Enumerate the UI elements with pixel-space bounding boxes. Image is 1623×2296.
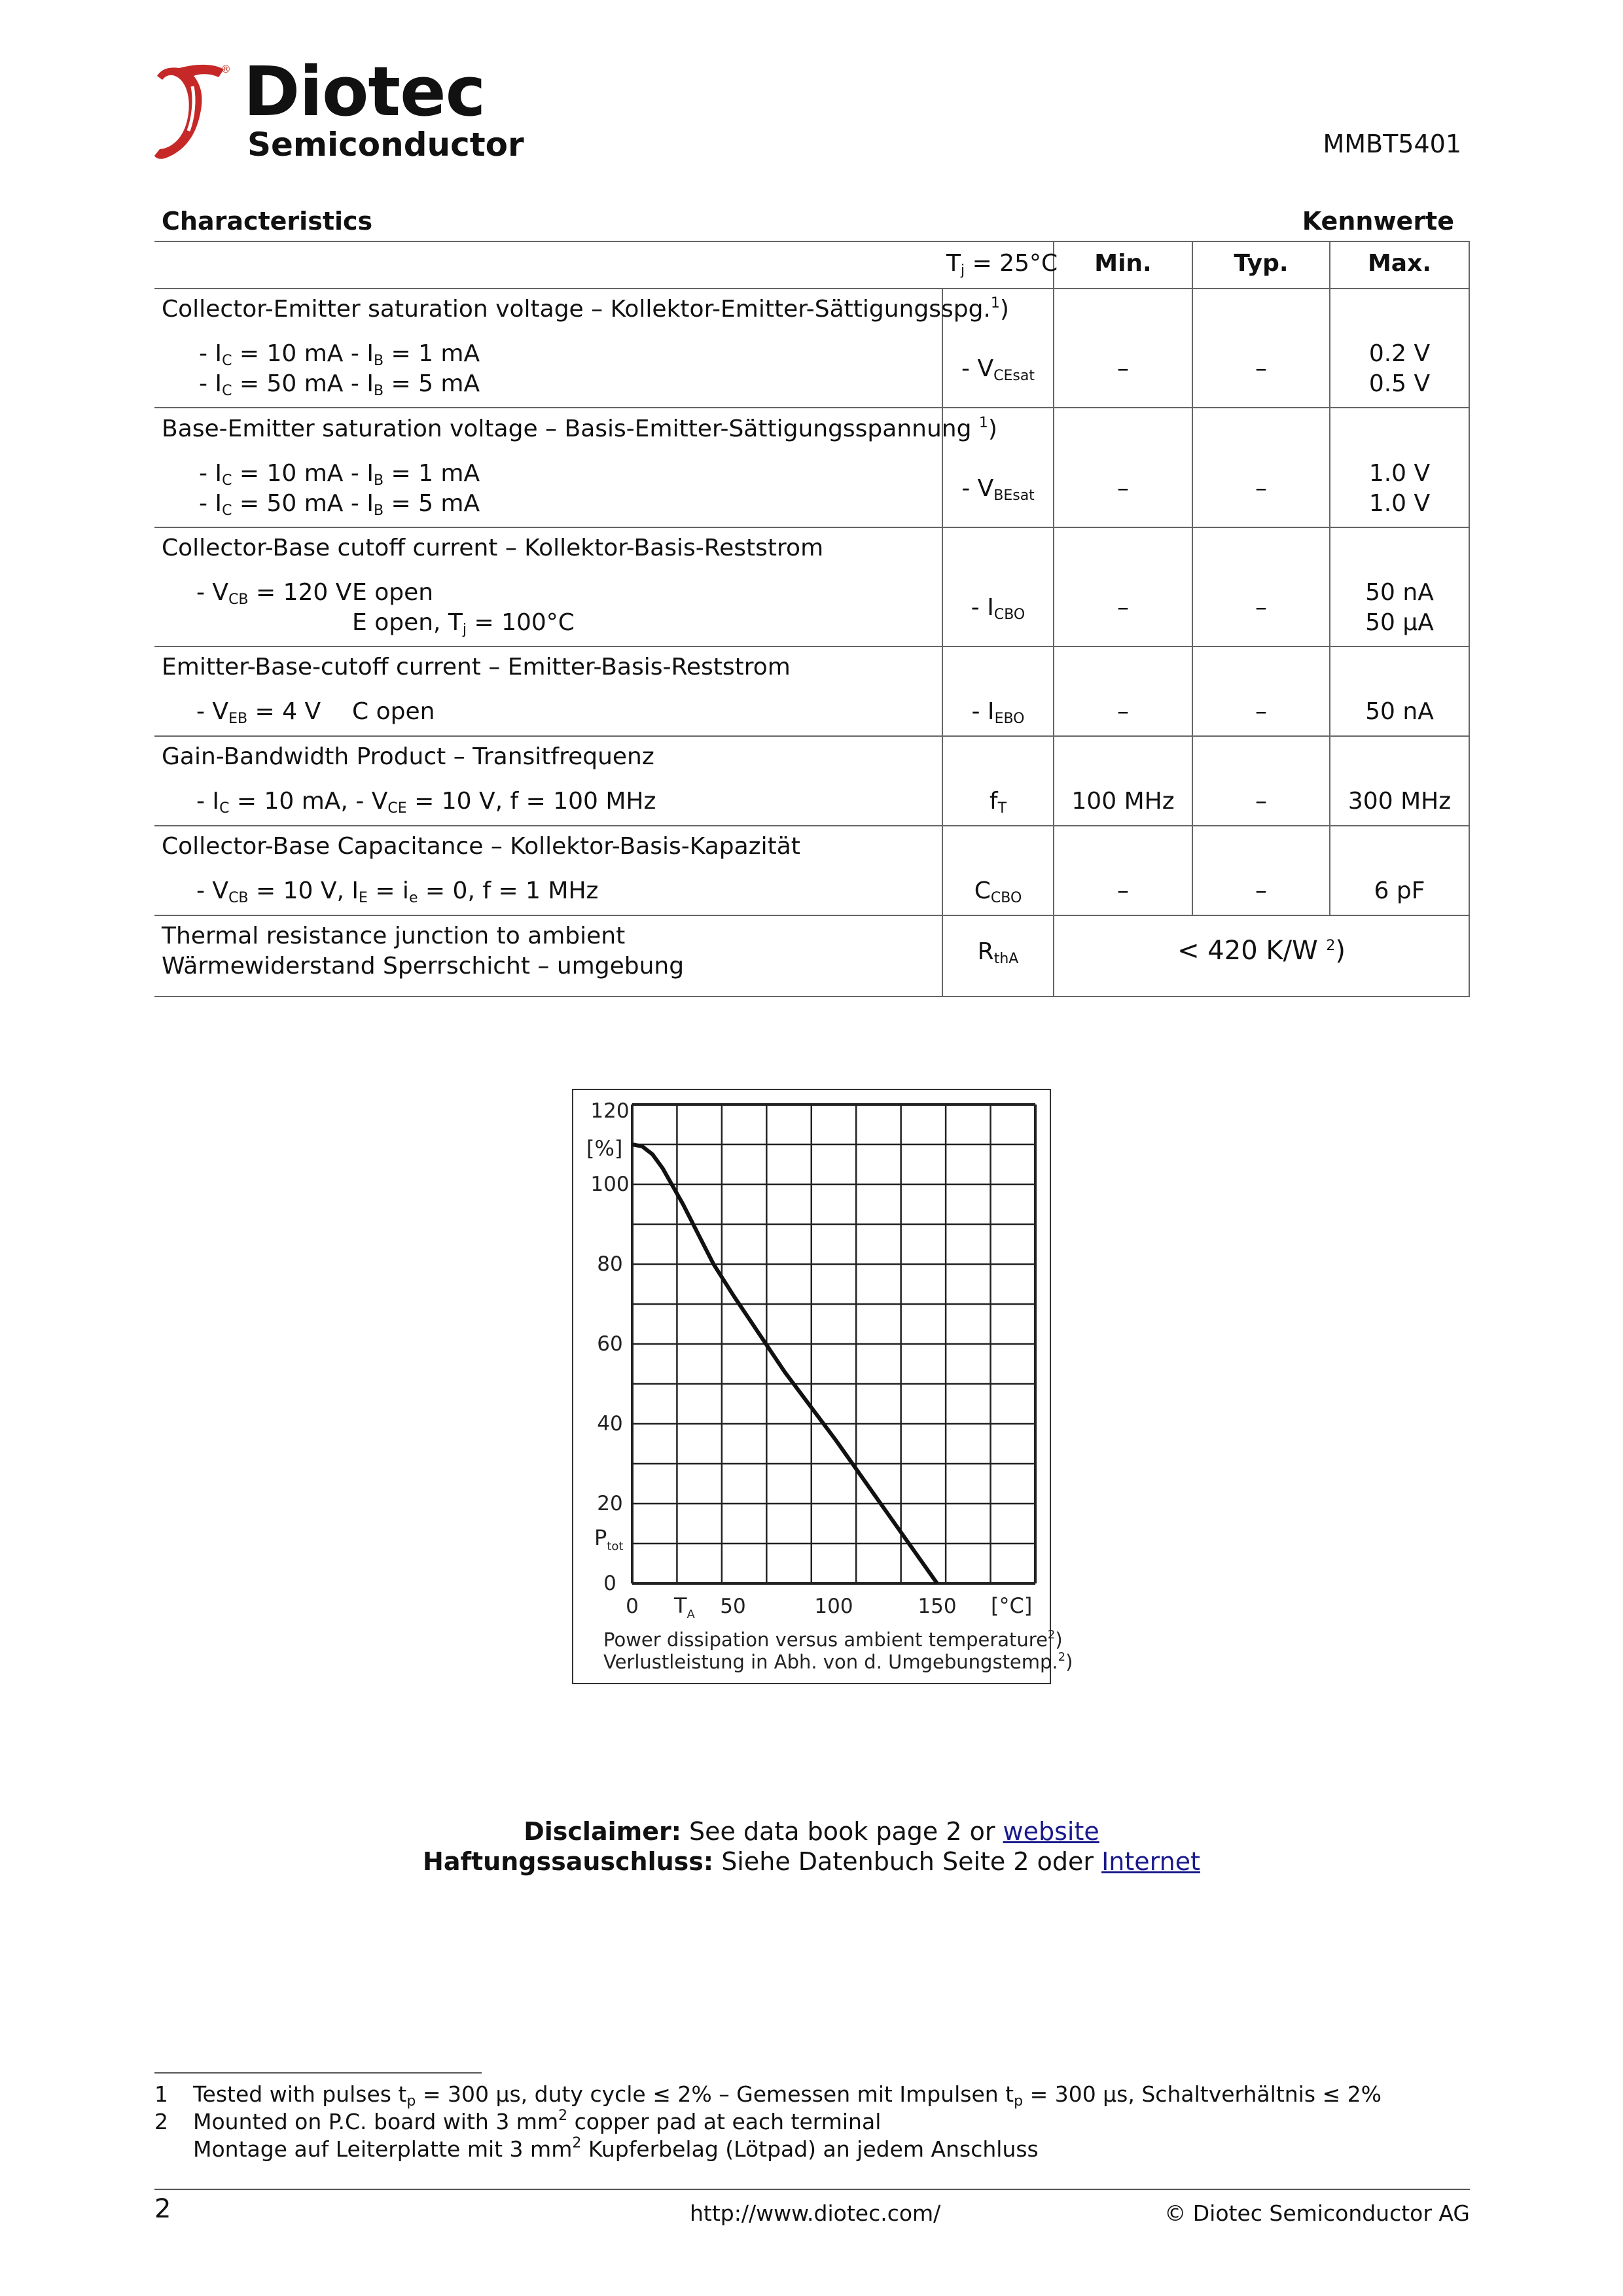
derating-chart: [572, 1089, 1073, 1684]
row-condition: - $I_C = 10$ mA - $I_B = 1$ mA: [199, 460, 480, 489]
row-condition: C open: [352, 698, 435, 725]
row-title: Emitter-Base-cutoff current – Emitter-Basis-Reststrom: [162, 654, 791, 680]
row-typ: –: [1255, 475, 1267, 502]
part-number: MMBT5401: [1323, 130, 1461, 158]
col-typ-header: Typ.: [1234, 250, 1289, 277]
row-symbol: - $V_{BEsat}$: [961, 475, 1035, 504]
website-link[interactable]: website: [1003, 1817, 1099, 1846]
row-symbol: $f_T$: [989, 788, 1007, 817]
row-min: –: [1117, 355, 1129, 382]
condition-header: $T_j = 25^\circ C$: [946, 250, 1058, 279]
row-max: 1.0 V: [1368, 460, 1431, 487]
footnote-1: Tested with pulses $t_p = 300$ µs, duty cycle ≤ 2% – Gemessen mit Impulsen $t_p = 300$ µs, Schaltverhältnis ≤ 2%: [193, 2081, 1382, 2110]
y-tick-label: 40: [597, 1412, 623, 1436]
y-tick-label: 20: [597, 1492, 623, 1515]
row-typ: –: [1255, 698, 1267, 725]
footnote-2-number: 2: [154, 2109, 168, 2134]
row-min: –: [1117, 475, 1129, 502]
characteristics-table: [154, 241, 1470, 997]
row-min: –: [1117, 698, 1129, 725]
footnote-2-de: Montage auf Leiterplatte mit 3 $mm^2$ Kupferbelag (Lötpad) an jedem Anschluss: [193, 2135, 1039, 2162]
row-title: Thermal resistance junction to ambient: [162, 923, 626, 949]
row-title: Wärmewiderstand Sperrschicht – umgebung: [162, 953, 685, 980]
page-number: 2: [154, 2194, 171, 2224]
row-max: 0.5 V: [1368, 370, 1431, 397]
footer-rule: [154, 2189, 1470, 2190]
col-min-header: Min.: [1094, 250, 1152, 277]
row-max: 6 pF: [1374, 877, 1425, 904]
disclaimer-en: Disclaimer: See data book page 2 or website: [524, 1817, 1099, 1846]
x-tick-label: 0: [626, 1595, 639, 1618]
row-condition: - $I_C = 50$ mA - $I_B = 5$ mA: [199, 490, 480, 519]
y-tick-label: 80: [597, 1252, 623, 1276]
x-tick-label: 100: [814, 1595, 853, 1618]
row-condition: E open, $T_j = 100^\circ C$: [352, 609, 575, 638]
row-max: 0.2 V: [1368, 340, 1431, 367]
row-max: 300 MHz: [1347, 788, 1452, 815]
y-tick-label: 60: [597, 1332, 623, 1356]
x-tick-label: 50: [720, 1595, 746, 1618]
chart-caption-en: Power dissipation versus ambient temperature$^2$): [603, 1628, 1063, 1651]
footnote-1-number: 1: [154, 2081, 168, 2107]
chart-caption-de: Verlustleistung in Abh. von d. Umgebungstemp.$^2$): [603, 1650, 1073, 1673]
row-condition: - $V_{EB} = 4$ V: [196, 698, 321, 727]
footer-url[interactable]: http://www.diotec.com/: [690, 2200, 941, 2226]
row-typ: –: [1255, 355, 1267, 382]
row-title: Gain-Bandwidth Product – Transitfrequenz: [162, 743, 654, 770]
diotec-logo-mark: [153, 60, 232, 165]
y-unit-label: [%]: [586, 1136, 623, 1161]
row-symbol: $R_{thA}$: [977, 938, 1019, 967]
x-axis-label: $T_A$: [674, 1593, 695, 1621]
disclaimer-de: Haftungssauschluss: Siehe Datenbuch Seite 2 oder Internet: [423, 1847, 1200, 1876]
footnote-rule: [154, 2072, 482, 2074]
ptot-curve: [632, 1144, 937, 1583]
row-max: 50 nA: [1365, 579, 1434, 606]
section-title-en: Characteristics: [162, 207, 373, 236]
registered-mark: ®: [221, 63, 231, 75]
row-title: Collector-Base cutoff current – Kollektor-Basis-Reststrom: [162, 535, 824, 561]
row-condition: - $V_{CB} = 10$ V, $I_E = i_e = 0$, f = 1 MHz: [196, 877, 599, 906]
row-condition: - $V_{CB} = 120$ V: [196, 579, 352, 608]
row-symbol: - $I_{EBO}$: [971, 698, 1025, 727]
row-condition: - $I_C = 50$ mA - $I_B = 5$ mA: [199, 370, 480, 399]
x-tick-label: 150: [918, 1595, 957, 1618]
row-typ: –: [1255, 788, 1267, 815]
row-title: Collector-Emitter saturation voltage – Kollektor-Emitter-Sättigungsspg.$^1$): [162, 295, 1009, 323]
x-unit-label: [°C]: [991, 1593, 1033, 1618]
brand-name: Diotec: [243, 52, 486, 132]
footnote-2: Mounted on P.C. board with 3 $mm^2$ copper pad at each terminal: [193, 2108, 882, 2134]
row-symbol: $C_{CBO}$: [974, 877, 1022, 906]
footer-copyright: © Diotec Semiconductor AG: [1164, 2200, 1470, 2226]
row-max: 1.0 V: [1368, 490, 1431, 517]
row-title: Base-Emitter saturation voltage – Basis-Emitter-Sättigungsspannung $^1$): [162, 415, 997, 442]
row-title: Collector-Base Capacitance – Kollektor-Basis-Kapazität: [162, 833, 800, 860]
y-tick-label: 100: [590, 1173, 630, 1196]
row-min: –: [1117, 594, 1129, 621]
section-title-de: Kennwerte: [1302, 207, 1454, 236]
thermal-resistance-value: < 420 K/W $^2$): [1177, 936, 1346, 966]
row-condition: - $I_C = 10$ mA, - $V_{CE} = 10$ V, f = 100 MHz: [196, 788, 656, 817]
row-max: 50 µA: [1365, 609, 1434, 636]
row-min: 100 MHz: [1071, 788, 1175, 815]
brand-subtitle: Semiconductor: [247, 126, 524, 164]
row-symbol: - $I_{CBO}$: [971, 594, 1026, 623]
y-tick-label: 120: [590, 1099, 630, 1123]
row-condition: E open: [352, 579, 434, 606]
row-symbol: - $V_{CEsat}$: [961, 355, 1035, 384]
row-condition: - $I_C = 10$ mA - $I_B = 1$ mA: [199, 340, 480, 369]
y-tick-label: 0: [603, 1572, 616, 1595]
row-typ: –: [1255, 877, 1267, 904]
row-typ: –: [1255, 594, 1267, 621]
row-max: 50 nA: [1365, 698, 1434, 725]
y-axis-label: $P_{tot}$: [594, 1525, 624, 1553]
internet-link[interactable]: Internet: [1101, 1847, 1200, 1876]
row-min: –: [1117, 877, 1129, 904]
col-max-header: Max.: [1367, 250, 1431, 277]
